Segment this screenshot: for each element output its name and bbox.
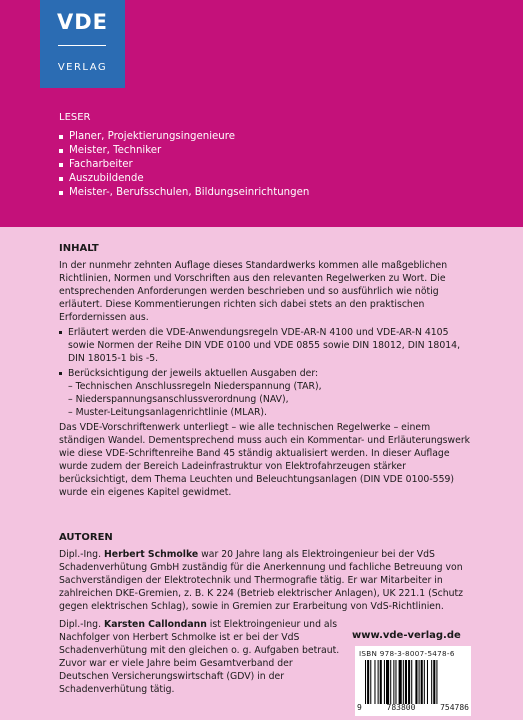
author-prefix: Dipl.-Ing.: [59, 549, 104, 560]
vde-verlag-logo: [40, 0, 125, 88]
inhalt-bullet-text: Erläutert werden die VDE-Anwendungsregeln VDE-AR-N 4100 und VDE-AR-N 4105 sowie Normen der Reihe DIN VDE 0100 und VDE 0855 sowie DIN 18012, DIN 18014, DIN 18015-1 bis -5.: [68, 327, 461, 364]
logo-divider: [58, 45, 106, 46]
leser-heading: LESER: [59, 112, 91, 123]
publisher-url[interactable]: www.vde-verlag.de: [352, 630, 461, 641]
leser-item: Planer, Projektierungsingenieure: [59, 130, 309, 144]
inhalt-outro: Das VDE-Vorschriftenwerk unterliegt – wie alle technischen Regelwerke – einem ständigen Wandel. Dementsprechend muss auch ein Kommentar- und Erläuterungswerk wie diese VDE-Schriftenreihe Band 45 ständig aktualisiert werden. In dieser Auflage wurde zudem der Bereich Ladeinfrastruktur von Elektrofahrzeugen stärker berücksichtigt, dem Thema Leuchten und Beleuchtungsanlagen (DIN VDE 0100-559) wurde ein eigenes Kapitel gewidmet.: [59, 422, 471, 498]
autoren-heading: AUTOREN: [59, 532, 113, 543]
barcode-digits: [357, 703, 469, 712]
inhalt-bullet: [59, 326, 471, 365]
barcode-digit-group: 783800: [386, 703, 416, 712]
leser-item: Facharbeiter: [59, 158, 309, 172]
inhalt-sublist: [68, 380, 471, 419]
cover-top-band: [0, 0, 523, 227]
inhalt-subitem: – Technischen Anschlussregeln Niederspannung (TAR),: [68, 380, 471, 393]
author-text: ist Elektroingenieur und als Nachfolger von Herbert Schmolke ist er bei der VdS Schadenverhütung mit den gleichen o. g. Aufgaben betraut. Zuvor war er viele Jahre beim Gesamtverband der Deutschen Versicherungswirtschaft (GDV) in der Schadenverhütung tätig.: [59, 619, 340, 695]
barcode: [365, 660, 465, 704]
inhalt-bullets: [59, 326, 471, 419]
logo-verlag-text: VERLAG: [57, 62, 108, 73]
barcode-digit-group: 754786: [440, 703, 469, 712]
leser-item: Meister, Techniker: [59, 144, 309, 158]
inhalt-heading: INHALT: [59, 243, 99, 254]
author-name: Herbert Schmolke: [103, 549, 199, 560]
isbn-barcode-box: [355, 646, 471, 716]
leser-list: [59, 130, 309, 200]
author-text: war 20 Jahre lang als Elektroingenieur bei der VdS Schadenverhütung GmbH zuständig für die Anerkennung und fachliche Betreuung von Sachverständigen der Elektrotechnik und Thermografie tätig. Er war Mitarbeiter in zahlreichen DKE-Gremien, z. B. K 224 (Betrieb elektrischer Anlagen), UK 221.1 (Schutz gegen elektrischen Schlag), sowie in Gremien zur Erarbeitung von VdS-Richtlinien.: [59, 549, 464, 612]
author-bio: [59, 618, 342, 696]
inhalt-subitem: – Niederspannungsanschlussverordnung (NAV),: [68, 393, 471, 406]
author-bio: [59, 548, 471, 613]
inhalt-section: [59, 242, 471, 499]
logo-vde-text: VDE: [56, 10, 109, 34]
leser-item: Auszubildende: [59, 172, 309, 186]
author-prefix: Dipl.-Ing.: [59, 619, 104, 630]
isbn-text: ISBN 978-3-8007-5478-6: [359, 649, 455, 658]
inhalt-bullet-text: Berücksichtigung der jeweils aktuellen Ausgaben der:: [68, 368, 319, 379]
inhalt-intro: In der nunmehr zehnten Auflage dieses Standardwerks kommen alle maßgeblichen Richtlinien, Normen und Vorschriften aus den relevanten Regelwerken zu Wort. Die entsprechenden Anforderungen werden beschrieben und so ausführlich wie nötig erläutert. Diese Kommentierungen richten sich dabei stets an den praktischen Erfordernissen aus.: [59, 260, 448, 323]
inhalt-subitem: – Muster-Leitungsanlagenrichtlinie (MLAR).: [68, 406, 471, 419]
inhalt-bullet: [59, 367, 471, 419]
author-name: Karsten Callondann: [103, 619, 207, 630]
leser-item: Meister-, Berufsschulen, Bildungseinrichtungen: [59, 186, 309, 200]
barcode-digit-group: 9: [357, 703, 362, 712]
